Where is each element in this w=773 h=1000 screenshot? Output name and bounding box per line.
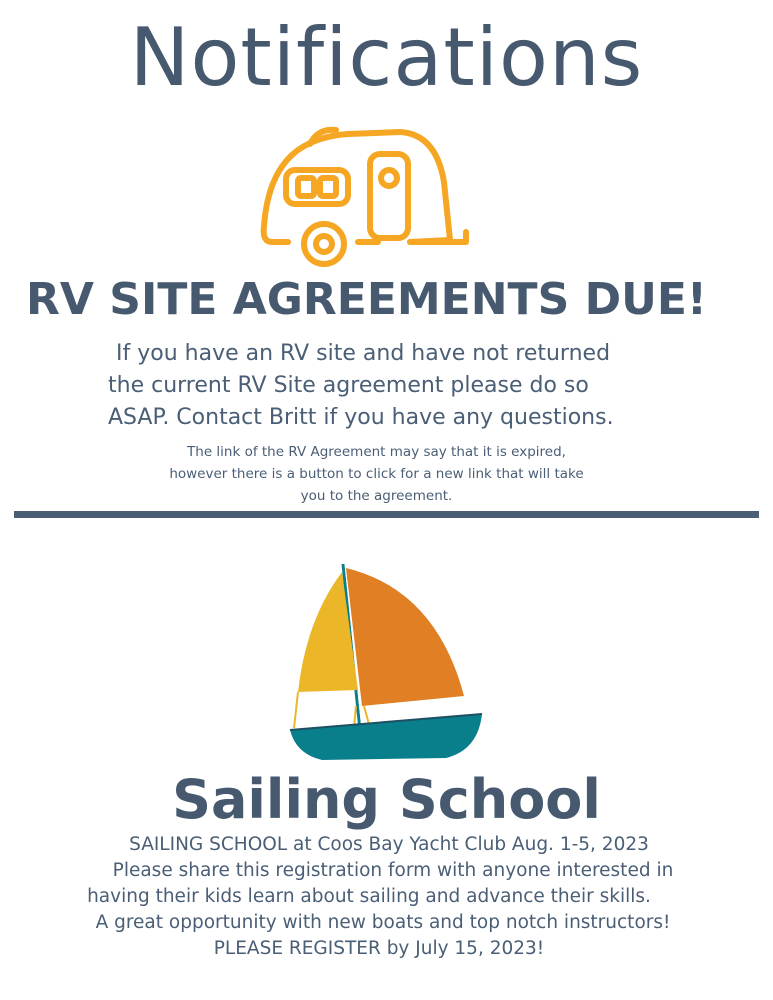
section-divider [14, 511, 759, 518]
rv-note-line: The link of the RV Agreement may say that it is expired, [187, 444, 566, 460]
rv-body-line: the current RV Site agreement please do so [108, 373, 589, 398]
rv-trailer-icon [258, 122, 474, 270]
sailing-body-line: having their kids learn about sailing and advance their skills. [87, 886, 651, 907]
rv-body-line: ASAP. Contact Britt if you have any questions. [108, 405, 614, 430]
sailing-body-line: A great opportunity with new boats and top notch instructors! [95, 912, 671, 933]
rv-note-line: you to the agreement. [300, 488, 453, 504]
sailing-heading: Sailing School [172, 768, 601, 831]
rv-heading: RV SITE AGREEMENTS DUE! [26, 274, 707, 325]
sailing-body-line: Please share this registration form with anyone interested in [112, 860, 674, 881]
sailing-body-line: PLEASE REGISTER by July 15, 2023! [213, 938, 545, 959]
page-title: Notifications [129, 11, 644, 104]
sailing-body-line: SAILING SCHOOL at Coos Bay Yacht Club Aug. 1-5, 2023 [129, 834, 649, 855]
sailboat-icon [286, 560, 486, 765]
rv-body-line: If you have an RV site and have not returned [116, 341, 611, 366]
rv-note-line: however there is a button to click for a new link that will take [169, 466, 584, 482]
